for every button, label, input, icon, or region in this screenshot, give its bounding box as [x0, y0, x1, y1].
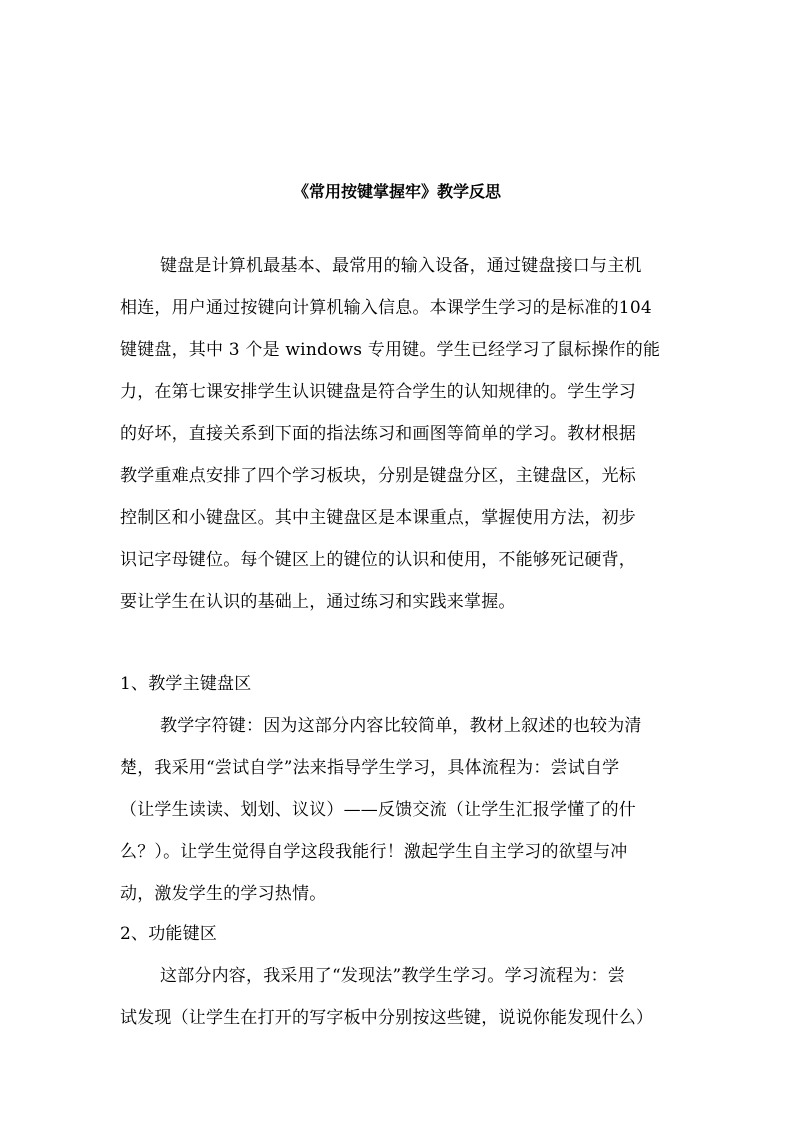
section1-line-5: 动，激发学生的学习热情。 [120, 884, 327, 904]
intro-line-9: 要让学生在认识的基础上，通过练习和实践来掌握。 [120, 592, 516, 612]
section2-line-2: 试发现（让学生在打开的写字板中分别按这些键，说说你能发现什么） [120, 1008, 654, 1028]
section2-line-1: 这部分内容，我采用了“发现法”教学生学习。学习流程为：尝 [160, 966, 625, 986]
section2-heading: 2、功能键区 [120, 924, 218, 944]
intro-line-6: 教学重难点安排了四个学习板块，分别是键盘分区，主键盘区，光标 [120, 466, 636, 486]
intro-line-3: 键键盘，其中 3 个是 windows 专用键。学生已经学习了鼠标操作的能 [120, 340, 661, 360]
section1-line-4: 么？）。让学生觉得自学这段我能行！激起学生自主学习的欲望与冲 [120, 842, 628, 862]
section1-line-1: 教学字符键：因为这部分内容比较简单，教材上叙述的也较为清 [160, 716, 642, 736]
intro-line-7: 控制区和小键盘区。其中主键盘区是本课重点，掌握使用方法，初步 [120, 508, 636, 528]
section1-line-2: 楚，我采用“尝试自学”法来指导学生学习，具体流程为：尝试自学 [120, 758, 620, 778]
intro-line-2: 相连，用户通过按键向计算机输入信息。本课学生学习的是标准的104 [120, 298, 652, 318]
intro-line-8: 识记字母键位。每个键区上的键位的认识和使用，不能够死记硬背， [120, 550, 636, 570]
section1-line-3: （让学生读读、划划、议议）——反馈交流（让学生汇报学懂了的什 [120, 800, 636, 820]
document-title: 《常用按键掌握牢》教学反思 [292, 182, 501, 201]
section1-heading: 1、教学主键盘区 [120, 674, 252, 694]
intro-line-4: 力，在第七课安排学生认识键盘是符合学生的认知规律的。学生学习 [120, 382, 636, 402]
intro-line-1: 键盘是计算机最基本、最常用的输入设备，通过键盘接口与主机 [160, 256, 642, 276]
intro-line-5: 的好坏，直接关系到下面的指法练习和画图等简单的学习。教材根据 [120, 424, 636, 444]
